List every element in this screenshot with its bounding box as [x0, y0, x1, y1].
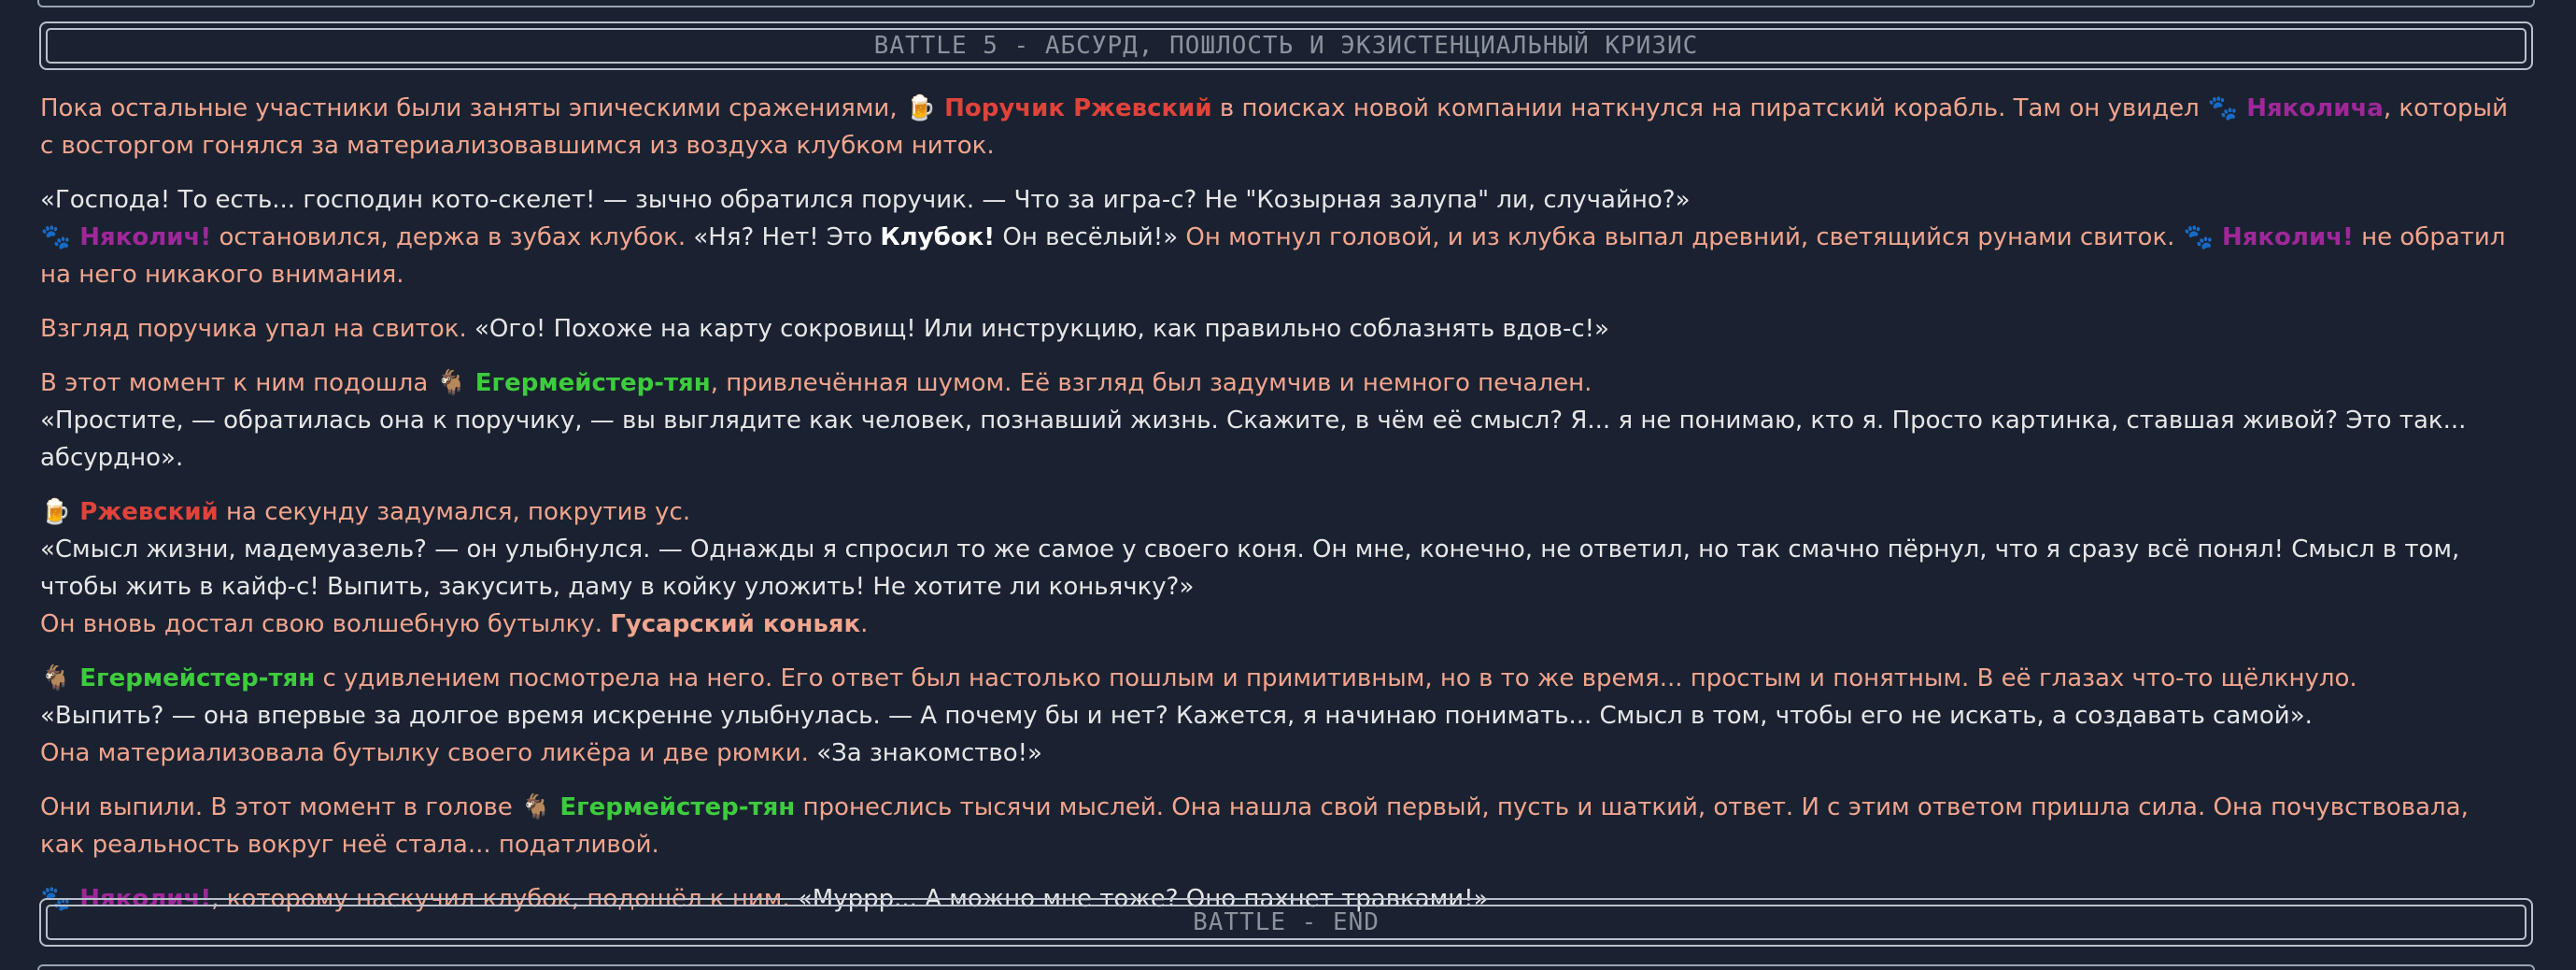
character-name-nyakolich: Няколич!: [79, 223, 212, 251]
previous-block-border: [37, 0, 2535, 7]
dialogue: «Выпить? — она впервые за долгое время искренне улыбнулась. — А почему бы и нет? Кажется, я начинаю понимать... Смысл в том, чтобы его не искать, а создавать самой».: [40, 702, 2313, 730]
battle-title-text: BATTLE 5 - АБСУРД, ПОШЛОСТЬ И ЭКЗИСТЕНЦИАЛЬНЫЙ КРИЗИС: [46, 28, 2526, 64]
beer-icon: 🍺: [40, 498, 72, 526]
narration: пронеслись тысячи мыслей. Она нашла свой первый, пусть и шаткий, ответ. И с этим ответом пришла сила. Она почувствовала, как реальность вокруг неё стала... податливой.: [40, 793, 2469, 859]
narration: на секунду задумался, покрутив ус.: [218, 498, 691, 526]
story-paragraph-7: [40, 789, 2515, 863]
dialogue: «Простите, — обратилась она к поручику, — вы выглядите как человек, познавший жизнь. Скажите, в чём её смысл? Я... я не понимаю, кто я. Просто картинка, ставшая живой? Это так... абсурдно».: [40, 407, 2467, 472]
battle-end-banner: [39, 898, 2533, 947]
dialogue: «Смысл жизни, мадемуазель? — он улыбнулся. — Однажды я спросил то же самое у своего коня. Он мне, конечно, не ответил, но так смачно пёрнул, что я сразу всё понял! Смысл в том, чтобы жить в кайф-с! Выпить, закусить, даму в койку уложить! Не хотите ли коньячку?»: [40, 535, 2460, 601]
goat-icon: 🐐: [436, 369, 467, 397]
dialogue: «Муррр... А можно мне тоже? Оно пахнет травками!»: [797, 885, 1489, 913]
narration: .: [860, 610, 869, 638]
character-name-rzhevsky: Поручик Ржевский: [944, 94, 1212, 122]
narration: Взгляд поручика упал на свиток.: [40, 315, 474, 343]
character-name-nyakolich: Няколич!: [2221, 223, 2354, 251]
paw-icon: 🐾: [2207, 94, 2239, 122]
story-paragraph-6: [40, 660, 2515, 772]
story-paragraph-3: [40, 310, 2515, 348]
dialogue: «Ня? Нет! Это: [693, 223, 881, 251]
character-name-egermeister: Егермейстер-тян: [559, 793, 796, 821]
item-name: Клубок!: [880, 223, 996, 251]
narration: , который с восторгом гонялся за материализовавшимся из воздуха клубком ниток.: [40, 94, 2508, 160]
narration: В этот момент к ним подошла: [40, 369, 436, 397]
paw-icon: 🐾: [2183, 223, 2214, 251]
character-name-egermeister: Егермейстер-тян: [79, 664, 316, 692]
character-name-egermeister: Егермейстер-тян: [474, 369, 711, 397]
battle-title-banner: [39, 21, 2533, 70]
narration: Пока остальные участники были заняты эпическими сражениями,: [40, 94, 905, 122]
narration: остановился, держа в зубах клубок.: [211, 223, 694, 251]
paw-icon: 🐾: [40, 223, 72, 251]
narration: Она материализовала бутылку своего ликёра и две рюмки.: [40, 739, 817, 767]
story-paragraph-2: [40, 181, 2515, 293]
character-name-nyakolich: Няколича: [2246, 94, 2384, 122]
dialogue: «Господа! То есть... господин кото-скелет! — зычно обратился поручик. — Что за игра-с? Не "Козырная залупа" ли, случайно?»: [40, 186, 1691, 214]
narration: не обратил на него никакого внимания.: [40, 223, 2506, 289]
story-paragraph-1: [40, 90, 2515, 164]
narration: Они выпили. В этот момент в голове: [40, 793, 521, 821]
next-block-border: [37, 964, 2535, 970]
battle-end-text: BATTLE - END: [46, 905, 2526, 940]
item-name: Гусарский коньяк: [610, 610, 861, 638]
dialogue: Он весёлый!»: [995, 223, 1179, 251]
paw-icon: 🐾: [40, 885, 72, 913]
narration: с удивлением посмотрела на него. Его ответ был настолько пошлым и примитивным, но в то же время... простым и понятным. В её глазах что-то щёлкнуло.: [315, 664, 2357, 692]
dialogue: «За знакомство!»: [816, 739, 1042, 767]
goat-icon: 🐐: [40, 664, 72, 692]
narration: Он мотнул головой, и из клубка выпал древний, светящийся рунами свиток.: [1178, 223, 2183, 251]
story-text: [40, 90, 2515, 918]
narration: в поисках новой компании наткнулся на пиратский корабль. Там он увидел: [1211, 94, 2207, 122]
goat-icon: 🐐: [520, 793, 552, 821]
story-paragraph-5: [40, 493, 2515, 643]
dialogue: «Ого! Похоже на карту сокровищ! Или инструкцию, как правильно соблазнять вдов-с!»: [474, 315, 1609, 343]
narration: , привлечённая шумом. Её взгляд был задумчив и немного печален.: [710, 369, 1592, 397]
character-name-rzhevsky: Ржевский: [79, 498, 219, 526]
narration: Он вновь достал свою волшебную бутылку.: [40, 610, 611, 638]
narration: , которому наскучил клубок, подошёл к ним.: [211, 885, 798, 913]
character-name-nyakolich: Няколич!: [79, 885, 212, 913]
beer-icon: 🍺: [905, 94, 937, 122]
story-paragraph-4: [40, 364, 2515, 477]
